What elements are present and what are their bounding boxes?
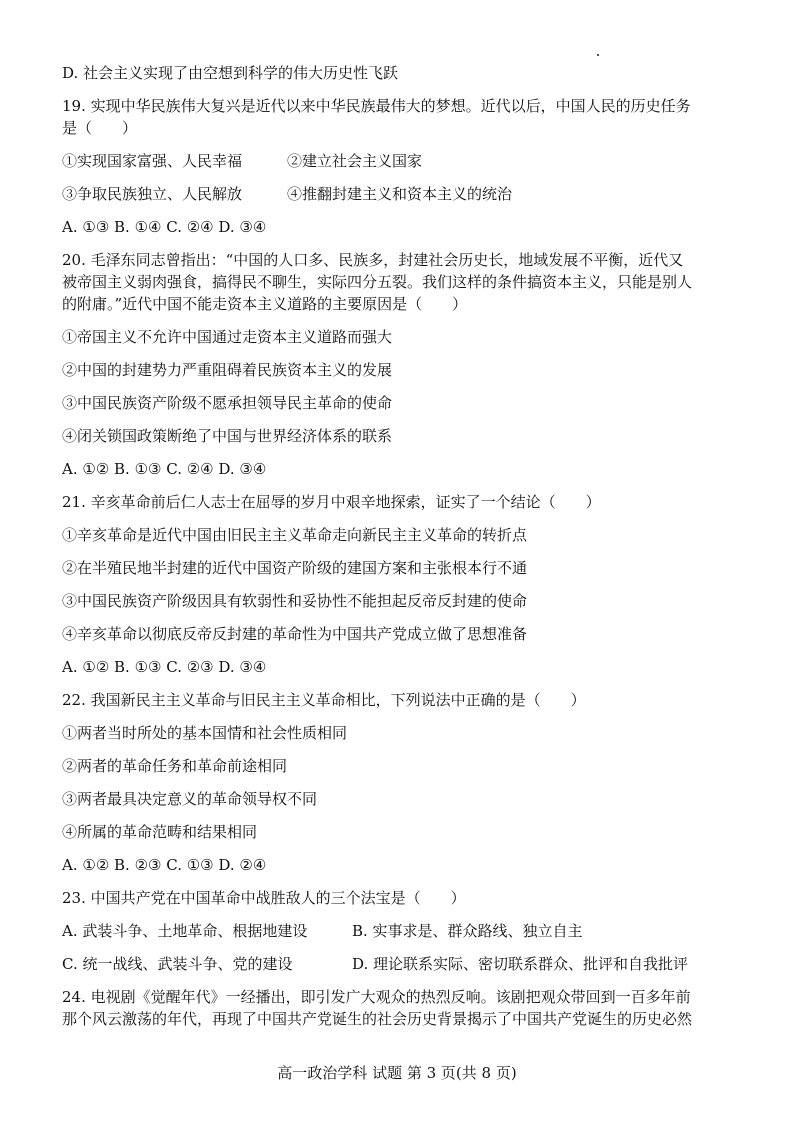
scan-dot <box>597 54 599 56</box>
q22-opt4: ④所属的革命范畴和结果相同 <box>62 823 258 841</box>
q19-opt3: ③争取民族独立、人民解放 <box>62 185 243 203</box>
q20-opt1: ①帝国主义不允许中国通过走资本主义道路而强大 <box>62 328 393 346</box>
q19-options-row1 <box>62 150 742 172</box>
exam-page <box>62 62 742 1030</box>
q20-stem-line3: 的附庸。”近代中国不能走资本主义道路的主要原因是（ ） <box>62 295 468 313</box>
q21-stem-line1: 21. 辛亥革命前后仁人志士在屈辱的岁月中艰辛地探索，证实了一个结论（ ） <box>62 493 601 511</box>
q19-stem-line1: 19. 实现中华民族伟大复兴是近代以来中华民族最伟大的梦想。近代以后，中国人民的历史任务 <box>62 97 691 115</box>
q19-answers: A. ①③ B. ①④ C. ②④ D. ③④ <box>62 218 267 236</box>
q19-stem-line2: 是（ ） <box>62 119 138 137</box>
q23-stem-line1: 23. 中国共产党在中国革命中战胜敌人的三个法宝是（ ） <box>62 889 466 907</box>
question-24 <box>62 986 742 1030</box>
q19-opt4: ④推翻封建主义和资本主义的统治 <box>287 185 513 203</box>
q19-opt1: ①实现国家富强、人民幸福 <box>62 152 243 170</box>
q18-option-d: D. 社会主义实现了由空想到科学的伟大历史性飞跃 <box>62 64 399 82</box>
question-23 <box>62 887 742 975</box>
question-20 <box>62 249 742 480</box>
question-21 <box>62 491 742 678</box>
q20-stem-line1: 20. 毛泽东同志曾指出：“中国的人口多、民族多，封建社会历史长，地域发展不平衡，近代又 <box>62 251 684 269</box>
q20-stem-line2: 被帝国主义弱肉强食，搞得民不聊生，实际四分五裂。我们这样的条件搞资本主义，只能是别人 <box>62 273 693 291</box>
q23-opt-b: B. 实事求是、群众路线、独立自主 <box>352 922 583 940</box>
q21-opt2: ②在半殖民地半封建的近代中国资产阶级的建国方案和主张根本行不通 <box>62 559 528 577</box>
q22-opt1: ①两者当时所处的基本国情和社会性质相同 <box>62 724 348 742</box>
q22-stem-line1: 22. 我国新民主主义革命与旧民主主义革命相比，下列说法中正确的是（ ） <box>62 691 586 709</box>
q21-opt3: ③中国民族资产阶级因具有软弱性和妥协性不能担起反帝反封建的使命 <box>62 592 528 610</box>
q22-opt3: ③两者最具决定意义的革命领导权不同 <box>62 790 318 808</box>
question-22 <box>62 689 742 876</box>
q22-opt2: ②两者的革命任务和革命前途相同 <box>62 757 288 775</box>
question-19 <box>62 95 742 238</box>
q21-answers: A. ①② B. ①③ C. ②③ D. ③④ <box>62 658 267 676</box>
q21-opt1: ①辛亥革命是近代中国由旧民主主义革命走向新民主主义革命的转折点 <box>62 526 528 544</box>
q23-opt-a: A. 武装斗争、土地革命、根据地建设 <box>62 922 308 940</box>
q22-answers: A. ①② B. ②③ C. ①③ D. ②④ <box>62 856 267 874</box>
q23-options-row1 <box>62 920 742 942</box>
q20-opt2: ②中国的封建势力严重阻碍着民族资本主义的发展 <box>62 361 393 379</box>
q24-stem-line1: 24. 电视剧《觉醒年代》一经播出，即引发广大观众的热烈反响。该剧把观众带回到一百多年前 <box>62 988 691 1006</box>
page-footer: 高一政治学科 试题 第 3 页(共 8 页) <box>277 1064 517 1082</box>
q23-options-row2 <box>62 953 742 975</box>
q20-answers: A. ①② B. ①③ C. ②④ D. ③④ <box>62 460 267 478</box>
q20-opt3: ③中国民族资产阶级不愿承担领导民主革命的使命 <box>62 394 393 412</box>
q19-opt2: ②建立社会主义国家 <box>287 152 423 170</box>
q21-opt4: ④辛亥革命以彻底反帝反封建的革命性为中国共产党成立做了思想准备 <box>62 625 528 643</box>
q23-opt-d: D. 理论联系实际、密切联系群众、批评和自我批评 <box>352 955 689 973</box>
q24-stem-line2: 那个风云激荡的年代，再现了中国共产党诞生的社会历史背景揭示了中国共产党诞生的历史必然 <box>62 1010 693 1028</box>
q20-opt4: ④闭关锁国政策断绝了中国与世界经济体系的联系 <box>62 427 393 445</box>
q19-options-row2 <box>62 183 742 205</box>
q23-opt-c: C. 统一战线、武装斗争、党的建设 <box>62 955 293 973</box>
